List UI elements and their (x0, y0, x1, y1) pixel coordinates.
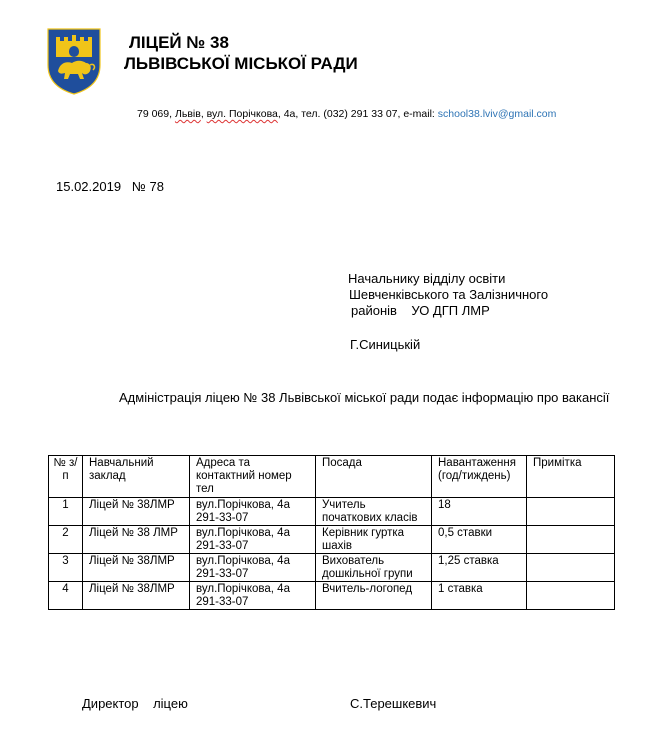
cell-number: 2 (49, 526, 83, 554)
table-header-row (49, 456, 615, 498)
cell-number: 3 (49, 554, 83, 582)
cell-position: Учитель початкових класів (316, 498, 432, 526)
cell-institution: Ліцей № 38ЛМР (83, 582, 190, 610)
cell-note (527, 498, 615, 526)
cell-position: Керівник гуртка шахів (316, 526, 432, 554)
cell-address: вул.Порічкова, 4а 291-33-07 (190, 526, 316, 554)
cell-workload: 1 ставка (432, 582, 527, 610)
address-separator: , (200, 108, 207, 120)
document-number: № 78 (131, 179, 164, 194)
header-note: Примітка (527, 456, 615, 498)
addressee-line1: Начальнику відділу освіти (348, 271, 506, 286)
cell-position: Вчитель-логопед (316, 582, 432, 610)
address-postcode: 79 069, (137, 108, 175, 120)
cell-institution: Ліцей № 38ЛМР (83, 498, 190, 526)
signature-title: Директор ліцею (82, 696, 188, 711)
header-address: Адреса та контактний номер тел (190, 456, 316, 498)
addressee-block (348, 271, 548, 353)
address-city: Львів (174, 108, 201, 120)
cell-institution: Ліцей № 38ЛМР (83, 554, 190, 582)
header-workload: Навантаження (год/тиждень) (432, 456, 527, 498)
cell-address: вул.Порічкова, 4а 291-33-07 (190, 498, 316, 526)
cell-institution: Ліцей № 38 ЛМР (83, 526, 190, 554)
header-position: Посада (316, 456, 432, 498)
lviv-coat-of-arms-icon (46, 27, 102, 95)
cell-number: 1 (49, 498, 83, 526)
school-name (124, 32, 358, 74)
school-name-line2: ЛЬВІВСЬКОЇ МІСЬКОЇ РАДИ (124, 54, 358, 73)
cell-number: 4 (49, 582, 83, 610)
document-date-number (56, 179, 164, 194)
addressee-line2: Шевченківського та Залізничного (349, 287, 549, 302)
school-name-line1: ЛІЦЕЙ № 38 (129, 33, 229, 52)
cell-position: Вихователь дошкільної групи (316, 554, 432, 582)
address-phone: , 4а, тел. (032) 291 33 07, e-mail: (277, 108, 438, 120)
table-row (49, 526, 615, 554)
cell-address: вул.Порічкова, 4а 291-33-07 (190, 582, 316, 610)
header-institution: Навчальний заклад (83, 456, 190, 498)
addressee-line3: районів УО ДГП ЛМР (351, 303, 490, 318)
address-line (137, 108, 556, 120)
table-row (49, 498, 615, 526)
table-row (49, 554, 615, 582)
intro-paragraph: Адміністрація ліцею № 38 Львівської міської ради подає інформацію про вакансії (119, 390, 610, 405)
document-date: 15.02.2019 (56, 179, 122, 194)
addressee-name: Г.Синицькій (350, 337, 421, 352)
cell-workload: 0,5 ставки (432, 526, 527, 554)
signature-name: С.Терешкевич (350, 696, 437, 711)
cell-note (527, 582, 615, 610)
cell-workload: 1,25 ставка (432, 554, 527, 582)
table-row (49, 582, 615, 610)
header-number: № з/п (49, 456, 83, 498)
cell-note (527, 526, 615, 554)
cell-workload: 18 (432, 498, 527, 526)
vacancy-table (48, 455, 615, 610)
email-link[interactable]: school38.lviv@gmail.com (437, 108, 557, 120)
address-street: вул. Порічкова (206, 108, 278, 120)
cell-note (527, 554, 615, 582)
cell-address: вул.Порічкова, 4а 291-33-07 (190, 554, 316, 582)
